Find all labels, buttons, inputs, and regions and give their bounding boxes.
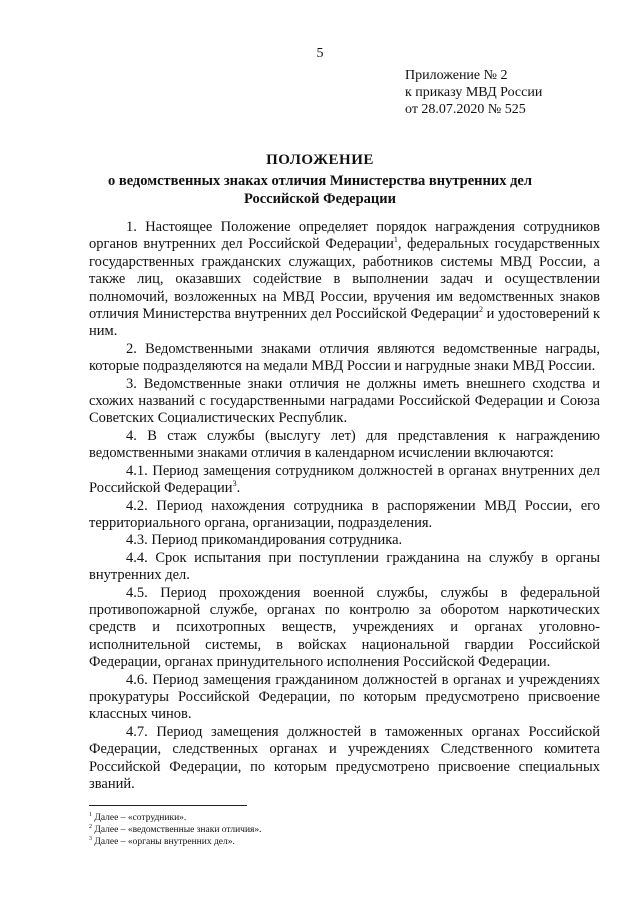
paragraph-4-7: 4.7. Период замещения должностей в таможенных органах Российской Федерации, следственных органах и учреждениях Следственного комитета Российской Федерации, по которым предусмотрено присвоение специальных званий.: [89, 723, 600, 792]
document-subtitle: [80, 172, 560, 208]
paragraph-4-3: 4.3. Период прикомандирования сотрудника.: [126, 532, 403, 549]
paragraph-1-text-c: и удостоверений к ним.: [89, 306, 601, 340]
paragraph-1-text-b: , федеральных государственных государственных гражданских служащих, работников системы МВД России, а также лиц, оказавших содействие в выполнении задач и осуществлении полномочий, возложенных на МВД России, вручения им ведомственных знаков отличия Министерства внутренних дел Российской Федерации: [89, 236, 600, 323]
footnote-text: Далее – «сотрудники».: [94, 813, 187, 823]
footnote-3: [89, 836, 262, 848]
footnote-2: [89, 824, 262, 836]
footnote-text: Далее – «органы внутренних дел».: [94, 837, 235, 847]
footnote-1: [89, 812, 262, 824]
paragraph-4-1-text-a: 4.1. Период замещения сотрудником должностей в органах внутренних дел Российской Федерации: [89, 462, 600, 497]
paragraph-4-2: 4.2. Период нахождения сотрудника в распоряжении МВД России, его территориального органа, организации, подразделения.: [89, 497, 600, 531]
appendix-line-3: от 28.07.2020 № 525: [405, 102, 526, 117]
footnote-text: Далее – «ведомственные знаки отличия».: [94, 825, 262, 835]
footnote-mark: 3: [89, 835, 92, 842]
appendix-line-1: Приложение № 2: [405, 68, 508, 83]
document-title: ПОЛОЖЕНИЕ: [266, 152, 374, 168]
paragraph-1-text-a: 1. Настоящее Положение определяет порядок награждения сотрудников органов внутренних дел Российской Федерации: [89, 219, 600, 253]
paragraph-3: 3. Ведомственные знаки отличия не должны иметь внешнего сходства и схожих названий с государственными наградами Российской Федерации и Союза Советских Социалистических Республик.: [89, 375, 600, 427]
footnote-mark: 2: [89, 823, 92, 830]
footnote-ref-1: 1: [393, 235, 398, 245]
paragraph-4: 4. В стаж службы (выслугу лет) для представления к награждению ведомственными знаками отличия в календарном исчислении включаются:: [89, 427, 600, 462]
paragraph-4-5: 4.5. Период прохождения военной службы, службы в федеральной противопожарной службе, органах по контролю за оборотом наркотических средств и психотропных веществ, учреждениях и органах уголовно-исполнительной системы, в войсках национальной гвардии Российской Федерации, органах принудительного исполнения Российской Федерации.: [89, 584, 600, 671]
paragraph-4-6: 4.6. Период замещения гражданином должностей в органах и учреждениях прокуратуры Российской Федерации, по которым предусмотрено присвоение классных чинов.: [89, 671, 600, 723]
footnote-mark: 1: [89, 811, 92, 818]
paragraph-2: 2. Ведомственными знаками отличия являются ведомственные награды, которые подразделяются на медали МВД России и нагрудные знаки МВД России.: [89, 340, 600, 375]
footnote-separator: [89, 805, 247, 806]
page-number: 5: [316, 46, 324, 61]
appendix-block: [405, 67, 542, 118]
appendix-line-2: к приказу МВД России: [405, 85, 543, 100]
paragraph-4-4: 4.4. Срок испытания при поступлении гражданина на службу в органы внутренних дел.: [89, 549, 600, 584]
document-body: [89, 219, 600, 793]
paragraph-4-1: [89, 463, 600, 498]
subtitle-line-2: Российской Федерации: [243, 191, 396, 207]
subtitle-line-1: о ведомственных знаках отличия Министерства внутренних дел: [107, 173, 533, 189]
paragraph-4-1-text-b: .: [236, 480, 241, 497]
paragraph-1: [89, 219, 600, 341]
footnote-ref-3: 3: [232, 479, 237, 489]
footnotes: [89, 812, 262, 848]
footnote-ref-2: 2: [478, 305, 483, 315]
